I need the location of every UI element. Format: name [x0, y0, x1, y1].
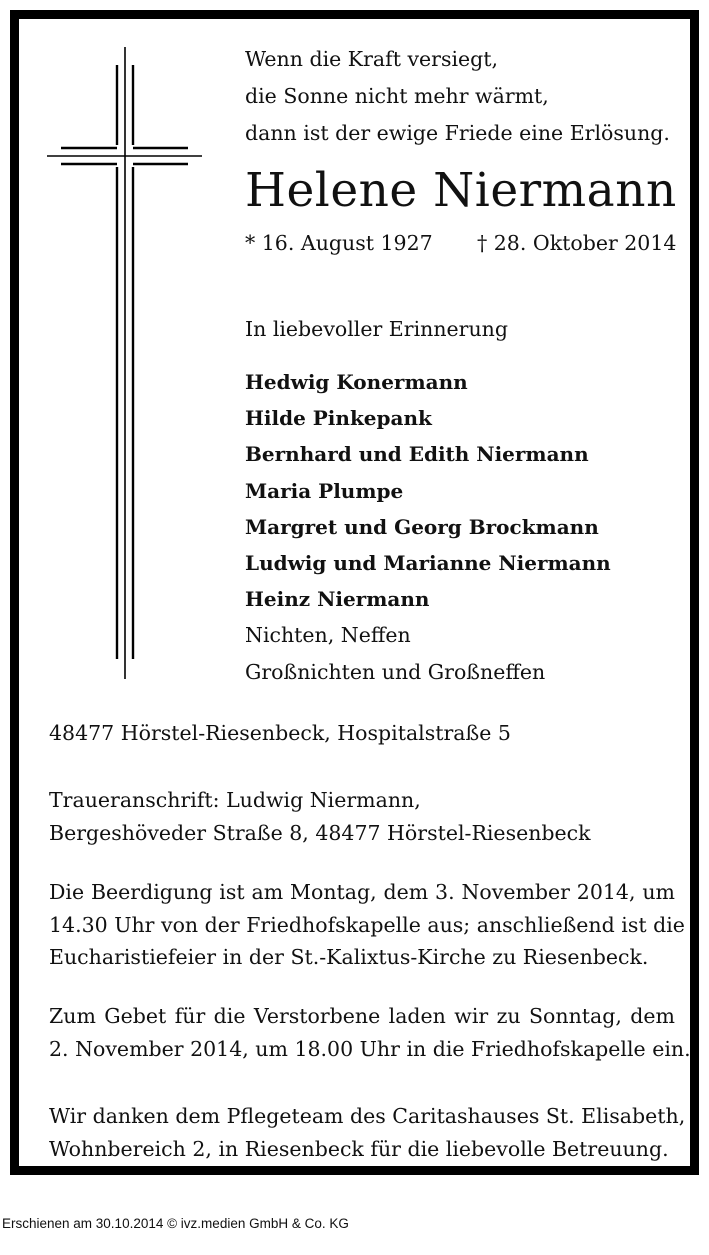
funeral-line: Eucharistiefeier in der St.-Kalixtus-Kirche zu Riesenbeck.	[49, 945, 649, 969]
funeral-line: 14.30 Uhr von der Friedhofskapelle aus; anschließend ist die	[49, 912, 685, 937]
mourning-address-line: Traueranschrift: Ludwig Niermann,	[49, 788, 421, 812]
funeral-info	[49, 876, 685, 974]
mourning-address-line: Bergeshöveder Straße 8, 48477 Hörstel-Riesenbeck	[49, 820, 591, 845]
mourner-name: Heinz Niermann	[245, 587, 430, 612]
mourner-group: Nichten, Neffen	[245, 623, 411, 648]
funeral-line: Die Beerdigung ist am Montag, dem 3. November 2014, um	[49, 880, 675, 904]
prayer-line: Zum Gebet für die Verstorbene laden wir zu Sonntag, dem	[49, 1004, 675, 1028]
mourner-name: Hedwig Konermann	[245, 370, 468, 394]
poem	[245, 41, 670, 152]
death-date: † 28. Oktober 2014	[477, 231, 677, 255]
poem-line: dann ist der ewige Friede eine Erlösung.	[245, 121, 670, 145]
mourner-name: Maria Plumpe	[245, 478, 404, 503]
poem-line: die Sonne nicht mehr wärmt,	[245, 84, 549, 108]
mourner-name: Ludwig und Marianne Niermann	[245, 551, 611, 576]
mourner-name: Hilde Pinkepank	[245, 406, 432, 431]
mourner-name: Margret und Georg Brockmann	[245, 514, 599, 539]
mourning-address	[49, 784, 675, 849]
memory-line: In liebevoller Erinnerung	[245, 317, 508, 341]
thanks-info	[49, 1100, 686, 1165]
poem-line: Wenn die Kraft versiegt,	[245, 47, 499, 71]
birth-date: * 16. August 1927	[245, 231, 433, 255]
mourner-name: Bernhard und Edith Niermann	[245, 442, 589, 467]
mourners-list	[245, 364, 611, 690]
life-dates	[245, 229, 675, 257]
cross-icon	[47, 47, 207, 687]
mourner-group: Großnichten und Großneffen	[245, 659, 546, 684]
obituary-notice	[10, 10, 699, 1175]
publication-footer: Erschienen am 30.10.2014 © ivz.medien GmbH & Co. KG	[2, 1216, 349, 1231]
prayer-info	[49, 1000, 691, 1065]
deceased-name: Helene Niermann	[245, 163, 677, 218]
thanks-line: Wohnbereich 2, in Riesenbeck für die liebevolle Betreuung.	[49, 1136, 669, 1161]
home-address: 48477 Hörstel-Riesenbeck, Hospitalstraße 5	[49, 721, 511, 745]
prayer-line: 2. November 2014, um 18.00 Uhr in die Friedhofskapelle ein.	[49, 1036, 691, 1061]
thanks-line: Wir danken dem Pflegeteam des Caritashauses St. Elisabeth,	[49, 1104, 686, 1128]
